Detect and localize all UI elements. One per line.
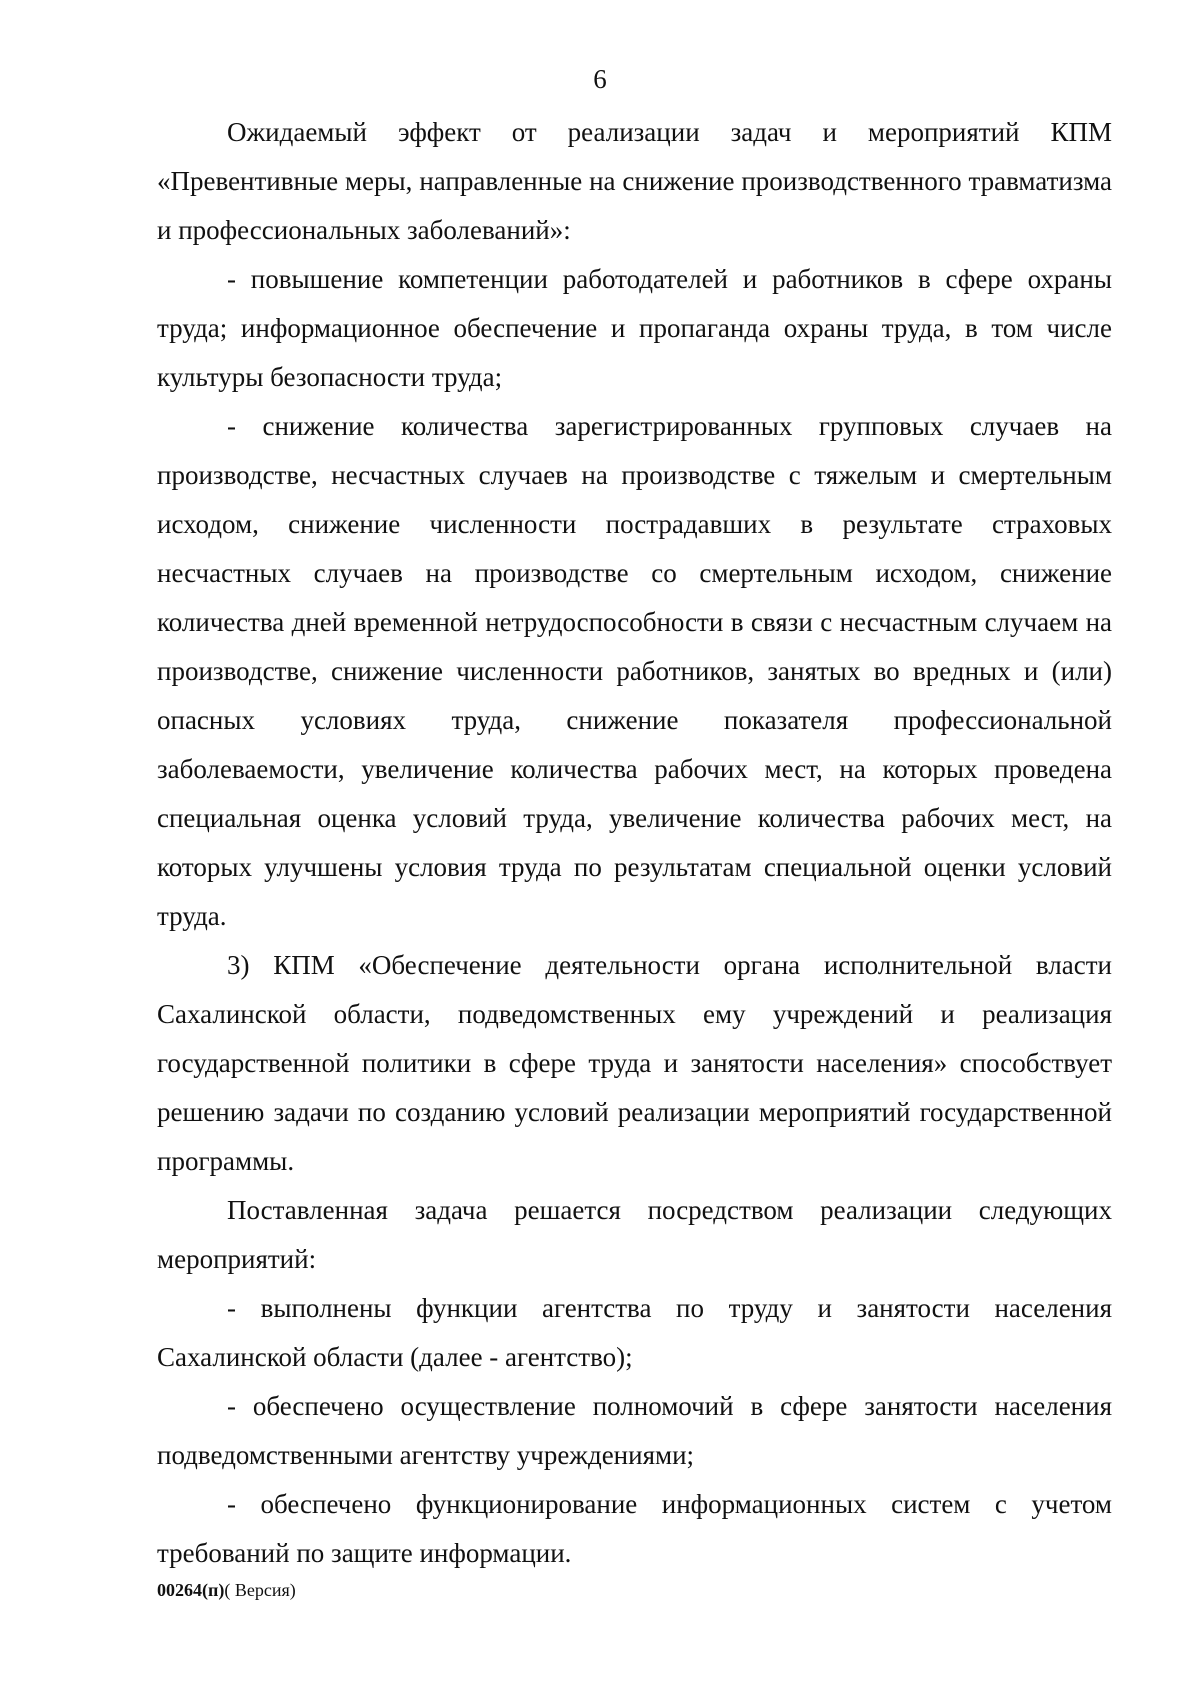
- footer-version: ( Версия): [224, 1580, 296, 1600]
- paragraph-competence: - повышение компетенции работодателей и работников в сфере охраны труда; информационное обеспечение и пропаганда охраны труда, в том числе культуры безопасности труда;: [157, 264, 1112, 392]
- paragraph-kpm-3: 3) КПМ «Обеспечение деятельности органа исполнительной власти Сахалинской области, подведомственных ему учреждений и реализация государственной политики в сфере труда и занятости населения» способствует решению задачи по созданию условий реализации мероприятий государственной программы.: [157, 950, 1112, 1176]
- paragraph-employment-powers: - обеспечено осуществление полномочий в сфере занятости населения подведомственными агентству учреждениями;: [157, 1391, 1112, 1470]
- footer-code: 00264(п): [157, 1580, 225, 1600]
- document-body: [157, 108, 1112, 1578]
- paragraph-expected-effect: Ожидаемый эффект от реализации задач и мероприятий КПМ «Превентивные меры, направленные на снижение производственного травматизма и профессиональных заболеваний»:: [157, 117, 1112, 245]
- paragraph-info-systems: - обеспечено функционирование информационных систем с учетом требований по защите информации.: [157, 1489, 1112, 1568]
- page-number: 6: [593, 64, 607, 94]
- paragraph-reduction: - снижение количества зарегистрированных групповых случаев на производстве, несчастных случаев на производстве с тяжелым и смертельным исходом, снижение численности пострадавших в результате страховых несчастных случаев на производстве со смертельным исходом, снижение количества дней временной нетрудоспособности в связи с несчастным случаем на производстве, снижение численности работников, занятых во вредных и (или) опасных условиях труда, снижение показателя профессиональной заболеваемости, увеличение количества рабочих мест, на которых проведена специальная оценка условий труда, увеличение количества рабочих мест, на которых улучшены условия труда по результатам специальной оценки условий труда.: [157, 411, 1112, 931]
- paragraph-agency-functions: - выполнены функции агентства по труду и занятости населения Сахалинской области (далее - агентство);: [157, 1293, 1112, 1372]
- paragraph-task: Поставленная задача решается посредством реализации следующих мероприятий:: [157, 1195, 1112, 1274]
- footer: [157, 1580, 296, 1601]
